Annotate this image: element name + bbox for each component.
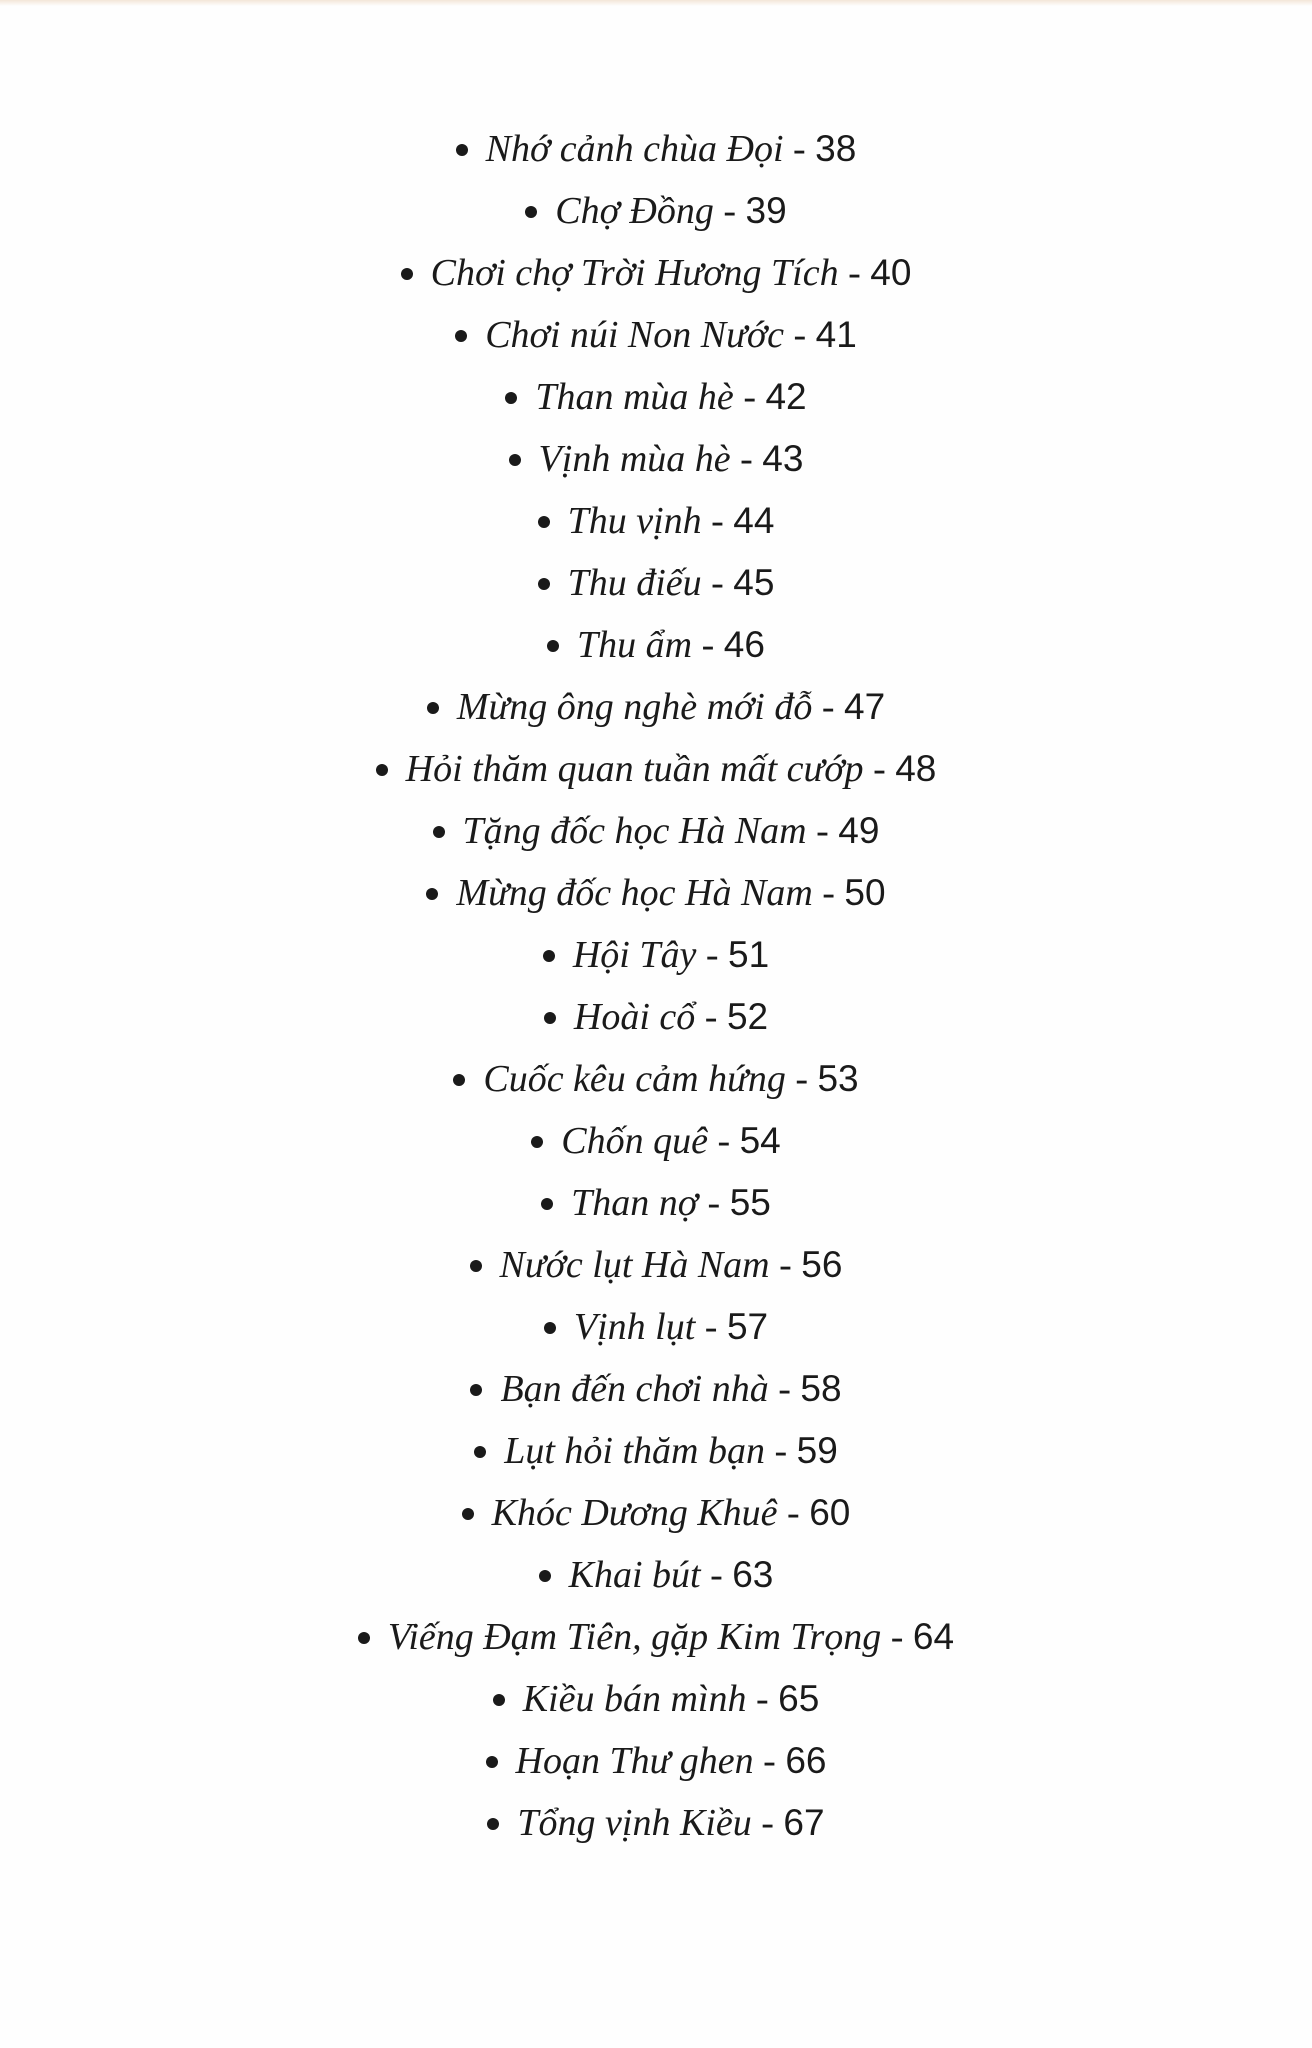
toc-entry-title: Thu điếu	[567, 562, 702, 604]
table-of-contents	[0, 118, 1312, 1854]
toc-entry-title: Nước lụt Hà Nam	[499, 1244, 770, 1286]
toc-entry-separator: -	[730, 438, 763, 480]
toc-entry-page-number: 66	[785, 1740, 827, 1781]
toc-entry-separator: -	[695, 1306, 727, 1348]
toc-entry-title: Lụt hỏi thăm bạn	[504, 1430, 765, 1472]
toc-entry-page-number: 44	[733, 500, 775, 541]
toc-entry-title: Nhớ cảnh chùa Đọi	[485, 128, 784, 170]
toc-entry	[0, 366, 1312, 428]
toc-entry-title: Chốn quê	[561, 1120, 708, 1162]
toc-entry-title: Mừng ông nghè mới đỗ	[456, 686, 813, 728]
toc-entry-title: Hoài cổ	[573, 996, 696, 1038]
toc-entry-separator: -	[701, 562, 734, 604]
toc-entry-page-number: 55	[729, 1182, 771, 1223]
toc-entry-separator: -	[783, 128, 816, 170]
toc-entry	[0, 1296, 1312, 1358]
toc-entry	[0, 242, 1312, 304]
toc-entry-page-number: 52	[726, 996, 769, 1037]
bullet-icon	[539, 1570, 551, 1582]
toc-entry-separator: -	[707, 1120, 740, 1162]
toc-entry-separator: -	[733, 376, 766, 418]
toc-entry-page-number: 54	[739, 1120, 781, 1161]
toc-entry-page-number: 46	[723, 624, 765, 665]
toc-entry-separator: -	[695, 996, 727, 1038]
toc-entry-page-number: 63	[732, 1554, 774, 1595]
toc-entry-separator: -	[746, 1678, 779, 1720]
bullet-icon	[547, 640, 559, 652]
toc-entry-title: Vịnh lụt	[573, 1306, 696, 1348]
toc-entry-title: Chơi chợ Trời Hương Tích	[430, 252, 839, 294]
toc-entry-separator: -	[753, 1740, 786, 1782]
toc-entry-title: Tặng đốc học Hà Nam	[462, 810, 807, 852]
toc-entry	[0, 304, 1312, 366]
toc-entry	[0, 862, 1312, 924]
toc-entry	[0, 614, 1312, 676]
toc-entry-separator: -	[812, 686, 845, 728]
toc-entry-page-number: 41	[815, 314, 857, 355]
toc-entry-separator: -	[764, 1430, 797, 1472]
toc-entry-title: Bạn đến chơi nhà	[500, 1368, 769, 1410]
toc-entry-separator: -	[698, 1182, 730, 1224]
bullet-icon	[358, 1632, 370, 1644]
toc-entry	[0, 738, 1312, 800]
toc-entry-separator: -	[696, 934, 728, 976]
toc-entry	[0, 1110, 1312, 1172]
toc-entry-title: Tổng vịnh Kiều	[517, 1802, 752, 1844]
toc-entry-title: Than nợ	[571, 1182, 699, 1224]
bullet-icon	[543, 950, 555, 962]
toc-entry-page-number: 53	[817, 1058, 859, 1099]
toc-entry-title: Thu vịnh	[567, 500, 702, 542]
bullet-icon	[505, 392, 517, 404]
bullet-icon	[427, 702, 439, 714]
toc-entry	[0, 1234, 1312, 1296]
toc-entry-page-number: 65	[778, 1678, 820, 1719]
bullet-icon	[470, 1260, 482, 1272]
bullet-icon	[487, 1818, 499, 1830]
toc-entry-separator: -	[881, 1616, 913, 1658]
toc-entry-separator: -	[751, 1802, 784, 1844]
toc-entry-separator: -	[785, 1058, 818, 1100]
toc-entry-separator: -	[692, 624, 724, 666]
toc-entry	[0, 1668, 1312, 1730]
toc-entry-separator: -	[806, 810, 839, 852]
toc-entry-page-number: 49	[838, 810, 880, 851]
toc-entry-page-number: 45	[733, 562, 775, 603]
bullet-icon	[493, 1694, 505, 1706]
toc-entry-separator: -	[812, 872, 845, 914]
toc-entry-page-number: 64	[912, 1616, 955, 1657]
toc-entry-separator: -	[838, 252, 871, 294]
toc-entry-title: Chơi núi Non Nước	[485, 314, 784, 356]
toc-entry-title: Viếng Đạm Tiên, gặp Kim Trọng	[387, 1616, 882, 1658]
toc-entry	[0, 1358, 1312, 1420]
bullet-icon	[509, 454, 521, 466]
page-edge	[0, 0, 1312, 6]
bullet-icon	[433, 826, 445, 838]
toc-entry	[0, 1544, 1312, 1606]
toc-entry	[0, 552, 1312, 614]
toc-entry-title: Vịnh mùa hè	[538, 438, 731, 480]
toc-entry	[0, 676, 1312, 738]
toc-entry-page-number: 39	[745, 190, 787, 231]
toc-entry	[0, 1420, 1312, 1482]
bullet-icon	[486, 1756, 498, 1768]
toc-entry-page-number: 51	[728, 934, 770, 975]
toc-entry-page-number: 58	[800, 1368, 842, 1409]
toc-entry	[0, 180, 1312, 242]
bullet-icon	[544, 1322, 556, 1334]
toc-entry-page-number: 67	[783, 1802, 825, 1843]
toc-entry-title: Hỏi thăm quan tuần mất cướp	[405, 748, 864, 790]
bullet-icon	[474, 1446, 486, 1458]
bullet-icon	[462, 1508, 474, 1520]
toc-entry-separator: -	[777, 1492, 810, 1534]
toc-entry-page-number: 56	[801, 1244, 843, 1285]
toc-entry-title: Kiều bán mình	[522, 1678, 747, 1720]
toc-entry-title: Chợ Đồng	[555, 190, 714, 232]
toc-entry	[0, 1730, 1312, 1792]
toc-entry-page-number: 42	[765, 376, 807, 417]
toc-entry-page-number: 47	[844, 686, 886, 727]
toc-entry-page-number: 40	[870, 252, 912, 293]
toc-entry	[0, 428, 1312, 490]
bullet-icon	[525, 206, 537, 218]
toc-entry-separator: -	[769, 1244, 802, 1286]
bullet-icon	[376, 764, 388, 776]
bullet-icon	[470, 1384, 482, 1396]
toc-entry	[0, 118, 1312, 180]
bullet-icon	[401, 268, 413, 280]
toc-entry	[0, 1792, 1312, 1854]
toc-entry-title: Than mùa hè	[535, 376, 734, 418]
toc-entry-page-number: 59	[796, 1430, 838, 1471]
bullet-icon	[531, 1136, 543, 1148]
toc-entry	[0, 490, 1312, 552]
toc-entry	[0, 1606, 1312, 1668]
toc-entry-title: Mừng đốc học Hà Nam	[456, 872, 813, 914]
toc-entry	[0, 1482, 1312, 1544]
bullet-icon	[544, 1012, 556, 1024]
toc-entry-title: Khai bút	[568, 1554, 701, 1596]
bullet-icon	[538, 578, 550, 590]
bullet-icon	[455, 330, 467, 342]
toc-entry-page-number: 60	[809, 1492, 851, 1533]
toc-entry-separator: -	[768, 1368, 801, 1410]
toc-entry-separator: -	[863, 748, 896, 790]
toc-entry	[0, 1048, 1312, 1110]
toc-entry-title: Hội Tây	[572, 934, 697, 976]
toc-entry	[0, 986, 1312, 1048]
toc-entry-page-number: 50	[844, 872, 886, 913]
bullet-icon	[456, 144, 468, 156]
toc-entry-page-number: 38	[815, 128, 857, 169]
toc-entry-separator: -	[701, 500, 734, 542]
toc-entry-title: Hoạn Thư ghen	[515, 1740, 754, 1782]
toc-entry	[0, 924, 1312, 986]
toc-entry-page-number: 43	[762, 438, 804, 479]
toc-entry-title: Khóc Dương Khuê	[491, 1492, 778, 1534]
toc-entry-page-number: 57	[726, 1306, 769, 1347]
bullet-icon	[538, 516, 550, 528]
bullet-icon	[453, 1074, 465, 1086]
bullet-icon	[426, 888, 438, 900]
toc-entry-page-number: 48	[895, 748, 937, 789]
bullet-icon	[541, 1198, 553, 1210]
toc-entry	[0, 800, 1312, 862]
toc-entry-title: Thu ẩm	[577, 624, 693, 666]
toc-entry-separator: -	[713, 190, 746, 232]
toc-entry-separator: -	[784, 314, 816, 356]
toc-entry-separator: -	[700, 1554, 733, 1596]
toc-entry-title: Cuốc kêu cảm hứng	[483, 1058, 786, 1100]
toc-entry	[0, 1172, 1312, 1234]
